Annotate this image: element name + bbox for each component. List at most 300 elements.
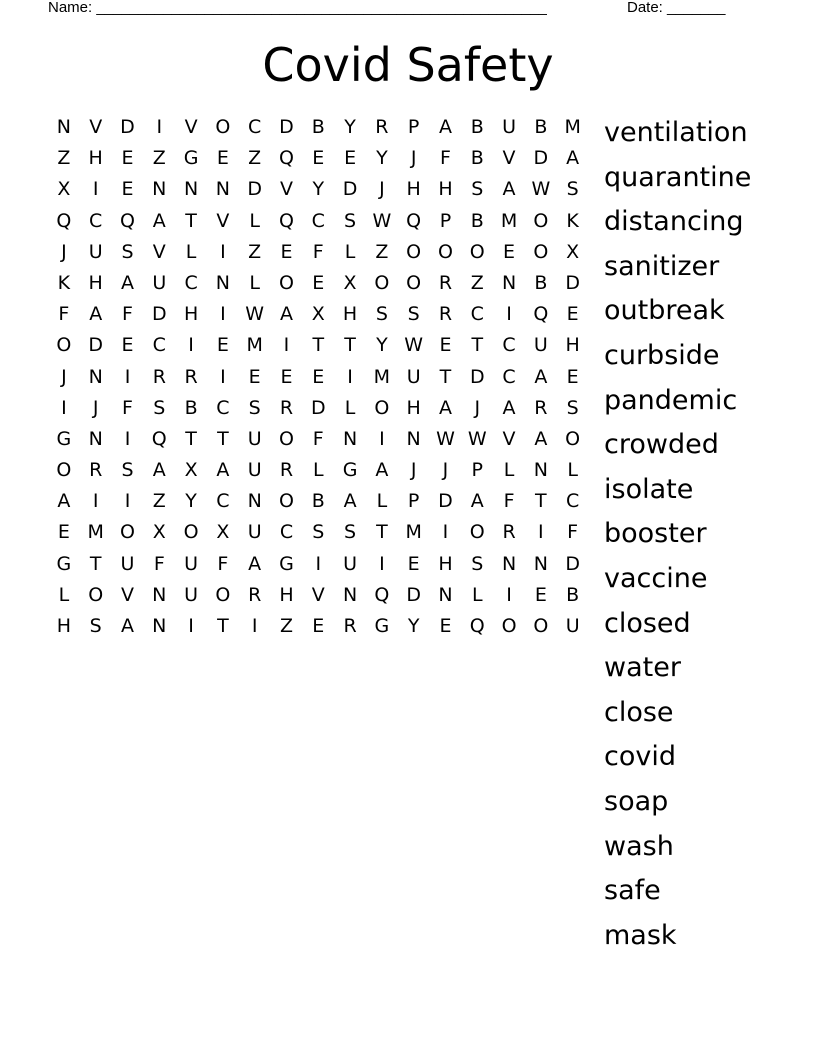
grid-letter: Z — [470, 271, 484, 294]
grid-letter: I — [220, 303, 226, 326]
grid-letter: N — [438, 583, 453, 606]
grid-row — [48, 268, 589, 299]
grid-letter: S — [121, 459, 134, 482]
grid-letter: S — [344, 209, 357, 232]
grid-letter: H — [88, 271, 103, 294]
grid-letter: N — [533, 552, 548, 575]
grid-letter: Z — [248, 240, 262, 263]
grid-letter: F — [439, 147, 451, 170]
grid-letter: F — [153, 552, 165, 575]
grid-letter: O — [56, 334, 72, 357]
grid-letter: I — [379, 552, 385, 575]
grid-letter: X — [216, 521, 230, 544]
grid-letter: F — [58, 303, 70, 326]
grid-letter: A — [502, 178, 516, 201]
grid-letter: I — [156, 116, 163, 138]
grid-row — [48, 112, 589, 143]
grid-letter: L — [249, 271, 260, 294]
grid-letter: S — [375, 303, 388, 326]
grid-letter: R — [375, 116, 389, 138]
grid-letter: C — [502, 334, 516, 357]
grid-letter: H — [183, 303, 199, 326]
grid-letter: D — [151, 303, 167, 326]
grid-letter: C — [502, 365, 516, 388]
grid-row — [48, 362, 589, 393]
name-field-label: Name: ______________________________________________________ — [48, 0, 547, 16]
grid-letter: W — [372, 209, 392, 232]
grid-letter: E — [312, 271, 325, 294]
grid-letter: M — [564, 116, 581, 138]
grid-letter: O — [374, 271, 390, 294]
grid-row — [48, 517, 589, 548]
grid-letter: R — [279, 396, 294, 419]
grid-letter: B — [566, 583, 580, 606]
grid-letter: V — [120, 583, 134, 606]
grid-letter: O — [88, 583, 104, 606]
grid-row — [48, 174, 589, 205]
grid-letter: C — [152, 334, 166, 357]
grid-letter: O — [278, 427, 294, 450]
grid-letter: E — [280, 240, 293, 263]
grid-letter: N — [406, 427, 421, 450]
grid-letter: U — [120, 552, 135, 575]
grid-letter: J — [442, 459, 449, 482]
word-list-item: distancing — [604, 206, 744, 238]
grid-letter: I — [283, 334, 290, 357]
grid-letter: V — [311, 583, 325, 606]
grid-letter: F — [312, 240, 324, 263]
grid-letter: E — [57, 521, 70, 544]
grid-letter: M — [373, 365, 391, 388]
grid-letter: I — [251, 615, 258, 637]
grid-letter: E — [344, 147, 357, 170]
grid-letter: F — [567, 521, 579, 544]
grid-row — [48, 549, 589, 580]
grid-letter: H — [438, 552, 453, 575]
grid-letter: U — [565, 615, 580, 637]
grid-letter: D — [533, 147, 549, 170]
grid-letter: E — [121, 334, 134, 357]
grid-letter: I — [188, 615, 194, 637]
grid-letter: J — [92, 396, 99, 419]
grid-letter: E — [439, 615, 452, 637]
grid-letter: M — [405, 521, 422, 544]
grid-letter: W — [436, 427, 455, 450]
grid-letter: A — [57, 490, 71, 513]
grid-letter: G — [56, 552, 72, 575]
grid-letter: W — [404, 334, 424, 357]
grid-letter: L — [503, 459, 515, 482]
grid-letter: B — [470, 116, 484, 138]
grid-letter: U — [247, 459, 262, 482]
grid-letter: U — [184, 583, 199, 606]
grid-letter: L — [312, 459, 324, 482]
grid-letter: J — [61, 365, 67, 388]
grid-letter: Y — [312, 178, 325, 201]
grid-letter: Q — [278, 209, 294, 232]
grid-letter: L — [376, 490, 388, 513]
grid-letter: R — [343, 615, 357, 637]
grid-letter: S — [89, 615, 102, 637]
grid-letter: I — [124, 490, 131, 513]
grid-letter: S — [566, 178, 579, 201]
word-list-item: ventilation — [604, 117, 748, 148]
grid-letter: S — [471, 552, 484, 575]
grid-letter: G — [342, 459, 358, 482]
grid-letter: A — [375, 459, 389, 482]
grid-letter: U — [152, 271, 167, 294]
grid-letter: Q — [278, 147, 294, 170]
grid-row — [48, 206, 589, 237]
grid-letter: Q — [533, 303, 549, 326]
grid-letter: E — [566, 365, 579, 388]
grid-letter: T — [185, 427, 197, 450]
grid-letter: O — [183, 521, 199, 544]
word-list-item: covid — [604, 741, 676, 773]
grid-letter: W — [467, 427, 487, 450]
grid-letter: Q — [374, 583, 390, 606]
word-list — [604, 111, 751, 958]
grid-letter: A — [216, 459, 230, 482]
grid-letter: U — [343, 552, 358, 575]
grid-letter: A — [534, 427, 548, 450]
grid-letter: N — [88, 365, 103, 388]
grid-letter: O — [437, 240, 453, 263]
grid-letter: D — [406, 583, 421, 606]
grid-letter: S — [407, 303, 420, 326]
grid-letter: L — [344, 396, 356, 419]
grid-letter: O — [406, 240, 422, 263]
grid-letter: R — [279, 459, 294, 482]
grid-letter: I — [379, 427, 385, 450]
grid-letter: X — [343, 271, 357, 294]
grid-letter: J — [410, 459, 417, 482]
grid-letter: L — [58, 583, 70, 606]
grid-letter: A — [152, 209, 166, 232]
grid-letter: B — [311, 490, 325, 513]
word-list-item: pandemic — [604, 384, 738, 416]
grid-row — [48, 486, 589, 517]
grid-letter: E — [534, 583, 547, 606]
grid-letter: T — [185, 209, 197, 232]
grid-letter: N — [56, 116, 71, 138]
grid-letter: O — [533, 615, 549, 637]
grid-letter: J — [410, 147, 417, 170]
grid-letter: O — [533, 240, 549, 263]
grid-letter: T — [471, 334, 484, 357]
grid-letter: C — [248, 116, 262, 138]
grid-letter: T — [376, 521, 388, 544]
grid-letter: K — [566, 209, 579, 232]
grid-letter: C — [566, 490, 580, 513]
grid-letter: L — [344, 240, 356, 263]
grid-letter: D — [565, 552, 580, 575]
grid-letter: O — [533, 209, 549, 232]
grid-letter: O — [215, 583, 231, 606]
grid-letter: Q — [151, 427, 167, 450]
grid-row — [48, 330, 589, 361]
grid-letter: A — [470, 490, 484, 513]
word-list-item: quarantine — [604, 161, 752, 193]
grid-letter: C — [216, 396, 230, 419]
grid-letter: O — [469, 521, 485, 544]
grid-letter: E — [121, 147, 134, 170]
grid-letter: M — [500, 209, 518, 232]
grid-letter: U — [247, 427, 262, 450]
grid-letter: E — [439, 334, 452, 357]
grid-letter: U — [406, 365, 421, 388]
grid-letter: J — [379, 178, 385, 201]
grid-letter: X — [311, 303, 325, 326]
grid-letter: R — [184, 365, 198, 388]
grid-letter: V — [279, 178, 293, 201]
grid-letter: X — [184, 459, 198, 482]
grid-letter: O — [56, 459, 72, 482]
grid-letter: J — [61, 240, 67, 263]
grid-letter: I — [506, 303, 512, 326]
grid-letter: W — [531, 178, 551, 201]
grid-letter: E — [280, 365, 293, 388]
grid-letter: T — [344, 334, 356, 357]
grid-letter: I — [220, 365, 226, 388]
grid-letter: A — [120, 271, 134, 294]
grid-letter: G — [279, 552, 294, 575]
grid-letter: F — [312, 427, 324, 450]
grid-letter: F — [217, 552, 229, 575]
grid-letter: N — [215, 271, 230, 294]
word-list-item: outbreak — [604, 295, 725, 327]
word-list-item: sanitizer — [604, 250, 720, 282]
grid-letter: D — [279, 116, 294, 138]
grid-letter: N — [152, 615, 167, 637]
word-search-grid — [48, 112, 589, 642]
grid-letter: V — [216, 209, 230, 232]
grid-letter: F — [122, 303, 133, 326]
grid-letter: B — [311, 116, 325, 138]
grid-letter: A — [343, 490, 357, 513]
word-list-item: isolate — [604, 473, 694, 505]
grid-letter: C — [89, 209, 103, 232]
grid-letter: D — [120, 116, 135, 138]
grid-letter: I — [220, 240, 226, 263]
word-list-item: soap — [604, 785, 669, 817]
grid-letter: N — [501, 552, 517, 575]
grid-letter: A — [89, 303, 103, 326]
grid-letter: E — [503, 240, 516, 263]
grid-letter: O — [120, 521, 135, 544]
grid-letter: H — [279, 583, 294, 606]
grid-letter: O — [501, 615, 517, 637]
grid-letter: E — [566, 303, 579, 326]
grid-letter: R — [502, 521, 516, 544]
grid-letter: E — [216, 334, 229, 357]
grid-letter: I — [92, 490, 99, 513]
grid-letter: S — [344, 521, 357, 544]
grid-letter: C — [311, 209, 325, 232]
grid-letter: O — [406, 271, 422, 294]
grid-letter: R — [438, 303, 453, 326]
grid-letter: N — [247, 490, 262, 513]
grid-letter: N — [342, 427, 358, 450]
grid-letter: E — [312, 365, 325, 388]
grid-letter: H — [342, 303, 358, 326]
grid-letter: J — [474, 396, 481, 419]
grid-letter: P — [407, 490, 420, 513]
grid-letter: C — [216, 490, 230, 513]
grid-letter: P — [439, 209, 452, 232]
grid-letter: E — [407, 552, 420, 575]
grid-letter: I — [347, 365, 353, 388]
grid-letter: T — [89, 552, 102, 575]
grid-letter: Y — [407, 615, 420, 637]
grid-letter: B — [470, 209, 484, 232]
grid-letter: P — [407, 116, 420, 138]
grid-letter: M — [246, 334, 263, 357]
grid-row — [48, 580, 589, 611]
grid-letter: H — [88, 147, 103, 170]
grid-letter: O — [565, 427, 581, 450]
grid-letter: G — [56, 427, 72, 450]
grid-letter: E — [248, 365, 261, 388]
grid-letter: D — [88, 334, 104, 357]
grid-row — [48, 424, 589, 455]
grid-letter: A — [120, 615, 134, 637]
grid-letter: O — [278, 490, 294, 513]
grid-letter: B — [534, 116, 548, 138]
grid-letter: N — [342, 583, 358, 606]
grid-letter: O — [469, 240, 485, 263]
grid-letter: S — [153, 396, 166, 419]
grid-letter: Z — [152, 490, 166, 513]
grid-letter: R — [89, 459, 103, 482]
grid-row — [48, 393, 589, 424]
grid-letter: D — [565, 271, 580, 294]
grid-letter: I — [124, 365, 131, 388]
grid-letter: H — [56, 615, 72, 637]
grid-row — [48, 237, 589, 268]
grid-letter: Z — [375, 240, 389, 263]
grid-letter: I — [315, 552, 322, 575]
word-list-item: water — [604, 652, 681, 684]
grid-letter: G — [183, 147, 199, 170]
grid-letter: H — [406, 396, 421, 419]
grid-letter: Q — [469, 615, 485, 637]
grid-letter: Z — [279, 615, 293, 637]
grid-letter: U — [247, 521, 262, 544]
grid-letter: A — [438, 116, 452, 138]
grid-letter: D — [342, 178, 358, 201]
grid-letter: U — [184, 552, 199, 575]
grid-letter: A — [534, 365, 548, 388]
grid-letter: M — [87, 521, 104, 544]
grid-letter: E — [216, 147, 229, 170]
word-list-item: vaccine — [604, 562, 708, 594]
grid-letter: Z — [152, 147, 166, 170]
grid-letter: N — [88, 427, 103, 450]
grid-letter: U — [502, 116, 517, 138]
word-list-item: safe — [604, 875, 661, 907]
grid-letter: N — [501, 271, 517, 294]
grid-letter: Z — [248, 147, 262, 170]
grid-letter: L — [249, 209, 260, 232]
grid-letter: X — [57, 178, 71, 201]
grid-letter: Q — [56, 209, 72, 232]
grid-letter: S — [471, 178, 484, 201]
grid-letter: O — [374, 396, 390, 419]
grid-letter: D — [438, 490, 453, 513]
grid-letter: K — [57, 271, 71, 294]
grid-letter: D — [247, 178, 262, 201]
page-title: Covid Safety — [262, 38, 554, 92]
grid-letter: X — [566, 240, 580, 263]
grid-letter: I — [442, 521, 449, 544]
grid-letter: R — [534, 396, 548, 419]
word-list-item: wash — [604, 830, 674, 862]
grid-letter: E — [312, 147, 325, 170]
grid-letter: V — [184, 116, 198, 138]
grid-letter: E — [312, 615, 325, 637]
grid-letter: I — [538, 521, 544, 544]
grid-letter: Y — [185, 490, 197, 513]
grid-letter: A — [502, 396, 516, 419]
grid-letter: A — [438, 396, 452, 419]
grid-letter: B — [470, 147, 484, 170]
grid-row — [48, 299, 589, 330]
date-field-label: Date: _______ — [627, 0, 726, 16]
grid-letter: L — [567, 459, 578, 482]
grid-letter: B — [534, 271, 548, 294]
grid-row — [48, 455, 589, 486]
grid-row — [48, 611, 589, 642]
grid-letter: I — [61, 396, 67, 419]
grid-letter: S — [248, 396, 261, 419]
grid-letter: Z — [57, 147, 71, 170]
word-list-item: close — [604, 696, 674, 728]
grid-letter: Y — [376, 147, 388, 170]
word-list-item: mask — [604, 919, 677, 951]
grid-letter: H — [438, 178, 453, 201]
grid-letter: A — [279, 303, 293, 326]
grid-letter: A — [152, 459, 166, 482]
grid-letter: T — [217, 427, 229, 450]
grid-letter: D — [469, 365, 485, 388]
grid-letter: C — [279, 521, 294, 544]
word-list-item: closed — [604, 607, 691, 639]
grid-letter: H — [565, 334, 580, 357]
grid-letter: W — [245, 303, 265, 326]
grid-letter: I — [124, 427, 131, 450]
grid-letter: F — [122, 396, 133, 419]
grid-letter: N — [152, 178, 167, 201]
grid-letter: G — [374, 615, 390, 637]
grid-letter: N — [152, 583, 167, 606]
grid-letter: R — [438, 271, 453, 294]
grid-letter: S — [566, 396, 579, 419]
grid-letter: H — [406, 178, 421, 201]
grid-letter: D — [310, 396, 326, 419]
grid-letter: V — [502, 147, 516, 170]
grid-letter: V — [152, 240, 166, 263]
grid-letter: X — [152, 521, 166, 544]
grid-letter: Y — [376, 334, 388, 357]
grid-letter: L — [471, 583, 483, 606]
grid-letter: O — [278, 271, 294, 294]
grid-letter: T — [312, 334, 325, 357]
grid-letter: N — [183, 178, 199, 201]
grid-letter: I — [92, 178, 99, 201]
grid-letter: Q — [120, 209, 135, 232]
grid-letter: B — [184, 396, 198, 419]
